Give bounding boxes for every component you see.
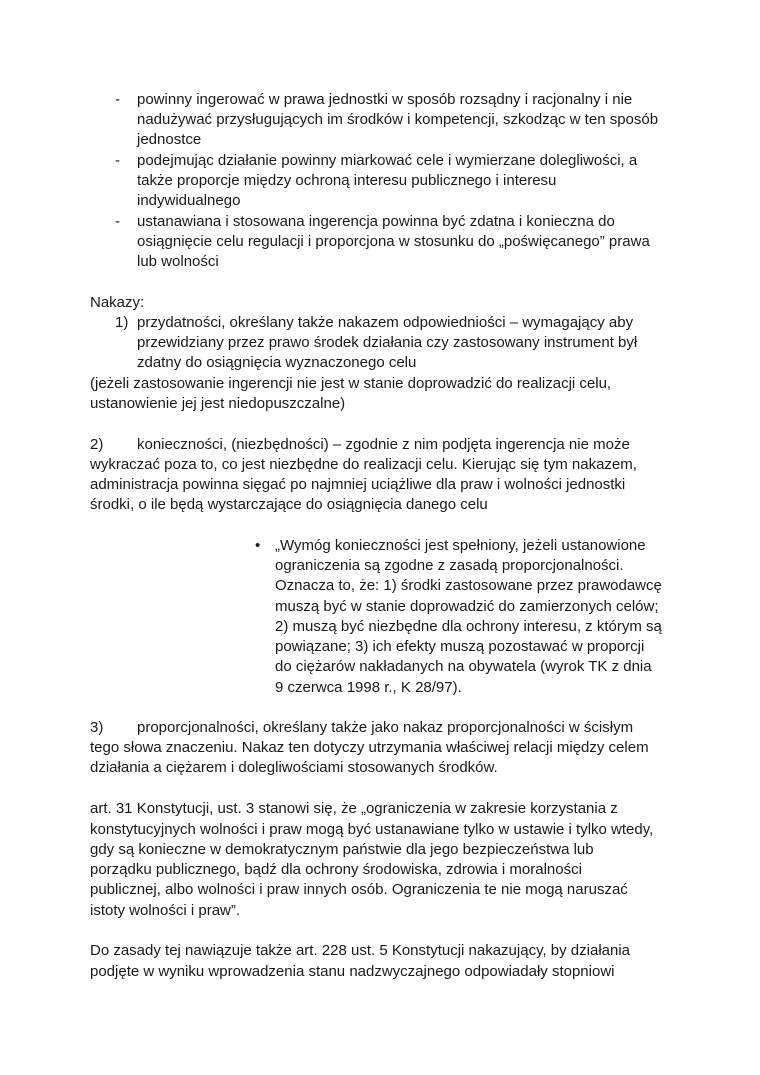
item-number: 3) [90, 719, 104, 736]
list-item-line: powinny ingerować w prawa jednostki w sposób rozsądny i racjonalny i nie [137, 91, 633, 108]
list-item-line: ustanawiana i stosowana ingerencja powinna być zdatna i konieczna do [137, 213, 615, 230]
note-line: ustanowienie jej jest niedopuszczalne) [90, 395, 346, 412]
section-heading: Nakazy: [90, 294, 145, 311]
quote-line: Oznacza to, że: 1) środki zastosowane przez prawodawcę [275, 577, 662, 594]
paragraph-line: administracja powinna sięgać po najmniej uciążliwe dla praw i wolności jednostki [90, 476, 626, 493]
paragraph-line: tego słowa znaczeniu. Nakaz ten dotyczy utrzymania właściwej relacji między celem [90, 739, 649, 756]
bullet-marker: • [255, 537, 261, 554]
paragraph-line: środki, o ile będą wystarczające do osiągnięcia danego celu [90, 496, 488, 513]
dash-marker: - [115, 152, 120, 169]
list-item-line: osiągnięcie celu regulacji i proporcjona w stosunku do „poświęcanego” prawa [137, 233, 650, 250]
item-line: zdatny do osiągnięcia wyznaczonego celu [137, 354, 417, 371]
quote-line: ograniczenia są zgodne z zasadą proporcjonalności. [275, 557, 624, 574]
item-number: 2) [90, 436, 104, 453]
quote-line: „Wymóg konieczności jest spełniony, jeżeli ustanowione [275, 537, 646, 554]
list-item-line: jednostce [137, 131, 202, 148]
item-number: 1) [115, 314, 129, 331]
paragraph-line: porządku publicznego, bądź dla ochrony środowiska, zdrowia i moralności [90, 861, 582, 878]
item-line: konieczności, (niezbędności) – zgodnie z nim podjęta ingerencja nie może [137, 436, 630, 453]
dash-marker: - [115, 91, 120, 108]
list-item-line: indywidualnego [137, 192, 241, 209]
quote-line: powiązane; 3) ich efekty muszą pozostawać w proporcji [275, 638, 645, 655]
list-item-line: podejmując działanie powinny miarkować cele i wymierzane dolegliwości, a [137, 152, 638, 169]
item-line: przydatności, określany także nakazem odpowiedniości – wymagający aby [137, 314, 634, 331]
paragraph-line: konstytucyjnych wolności i praw mogą być ustanawiane tylko w ustawie i tylko wtedy, [90, 821, 654, 838]
paragraph-line: istoty wolności i praw”. [90, 902, 241, 919]
paragraph-line: wykraczać poza to, co jest niezbędne do realizacji celu. Kierując się tym nakazem, [90, 456, 637, 473]
paragraph-line: działania a ciężarem i dolegliwościami stosowanych środków. [90, 759, 498, 776]
quote-line: do ciężarów nakładanych na obywatela (wyrok TK z dnia [275, 658, 652, 675]
quote-line: 9 czerwca 1998 r., K 28/97). [275, 679, 462, 696]
item-line: proporcjonalności, określany także jako nakaz proporcjonalności w ścisłym [137, 719, 634, 736]
list-item-line: także proporcje między ochroną interesu publicznego i interesu [137, 172, 557, 189]
paragraph-line: gdy są konieczne w demokratycznym państwie dla jego bezpieczeństwa lub [90, 841, 594, 858]
item-line: przewidziany przez prawo środek działania czy zastosowany instrument był [137, 334, 638, 351]
note-line: (jeżeli zastosowanie ingerencji nie jest w stanie doprowadzić do realizacji celu, [90, 375, 612, 392]
quote-line: 2) muszą być niezbędne dla ochrony interesu, z którym są [275, 618, 662, 635]
paragraph-line: publicznej, albo wolności i praw innych osób. Ograniczenia te nie mogą naruszać [90, 881, 628, 898]
paragraph-line: art. 31 Konstytucji, ust. 3 stanowi się, że „ograniczenia w zakresie korzystania z [90, 800, 618, 817]
paragraph-line: podjęte w wyniku wprowadzenia stanu nadzwyczajnego odpowiadały stopniowi [90, 963, 615, 980]
dash-marker: - [115, 213, 120, 230]
quote-line: muszą być w stanie doprowadzić do zamierzonych celów; [275, 598, 659, 615]
list-item-line: nadużywać przysługujących im środków i kompetencji, szkodząc w ten sposób [137, 111, 659, 128]
paragraph-line: Do zasady tej nawiązuje także art. 228 ust. 5 Konstytucji nakazujący, by działania [90, 942, 631, 959]
list-item-line: lub wolności [137, 253, 219, 270]
